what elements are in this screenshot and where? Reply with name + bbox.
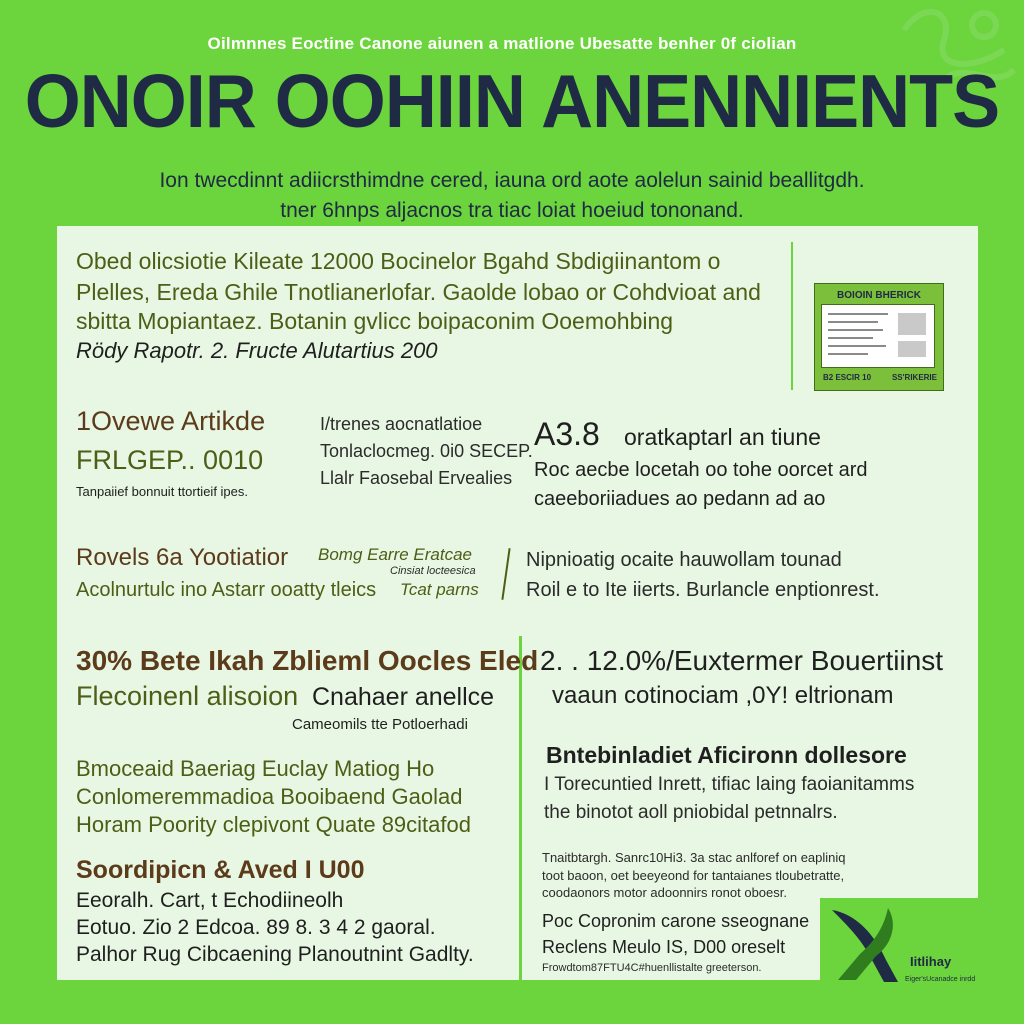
- document-thumbnail[interactable]: [814, 283, 944, 391]
- row2-mid-line-2: Tonlaclocmeg. 0i0 SECEP.: [320, 441, 533, 461]
- right-block-footer-url[interactable]: Frowdtom87FTU4C#huenllistalte greeterson.: [542, 962, 762, 974]
- row3-mid-line-3: Tcat parns: [400, 580, 479, 599]
- intro-line-1: Obed olicsiotie Kileate 12000 Bocinelor Bgahd Sbdigiinantom o: [76, 248, 721, 274]
- left-block-para-line-1: Bmoceaid Baeriag Euclay Matiog Ho: [76, 756, 435, 781]
- intro-divider: [791, 242, 793, 390]
- row2-mid-line-3: Llalr Faosebal Ervealies: [320, 468, 513, 488]
- left-block-sub-line-3: Palhor Rug Cibcaening Planoutnint Gadlty.: [76, 943, 474, 966]
- left-block-sub-line-2: Eotuo. Zio 2 Edcoa. 89 8. 3 4 2 gaoral.: [76, 916, 436, 939]
- thumbnail-page: [821, 304, 935, 368]
- logo-tagline: Eiger'sUcanadce inrdd: [905, 976, 976, 983]
- row3-mid-line-1: Bomg Earre Eratcae: [318, 545, 473, 564]
- left-block-big-line-2b: Cnahaer anellce: [312, 683, 495, 711]
- ribbon-logo-icon: [826, 904, 910, 986]
- intro-line-2: Plelles, Ereda Ghile Tnotlianerlofar. Gaolde lobao or Cohdvioat and: [76, 279, 761, 305]
- right-block-footer-title-2: Reclens Meulo IS, D00 oreselt: [542, 937, 786, 957]
- row2-right-line-1: Roc aecbe locetah oo tohe oorcet ard: [534, 459, 868, 481]
- left-block-sub-line-1: Eeoralh. Cart, t Echodiineolh: [76, 889, 344, 912]
- right-block-big-line-1: 2. . 12.0%/Euxtermer Bouertiinst: [540, 645, 944, 676]
- right-block-small-line-1: Tnaitbtargh. Sanrc10Hi3. 3a stac anlforef on eapliniq: [542, 850, 846, 865]
- left-block-sub-title: Soordipicn & Aved I U00: [76, 856, 365, 884]
- left-block-para-line-2: Conlomeremmadioa Booibaend Gaolad: [76, 784, 463, 809]
- lower-column-divider: [519, 636, 522, 982]
- logo-name: Iitlihay: [910, 954, 952, 969]
- right-block-small-line-3: coodaonors motor adoonnirs ronot oboesr.: [542, 885, 787, 900]
- thumbnail-footer-left: B2 ESCIR 10: [823, 373, 872, 382]
- subtitle-line-1: Ion twecdinnt adiicrsthimdne cered, iauna ord aote aolelun sainid beallitgdh.: [159, 169, 865, 192]
- row2-right-title: oratkaptarl an tiune: [624, 424, 821, 450]
- left-block-para-line-3: Horam Poority clepivont Quate 89citafod: [76, 812, 471, 837]
- row3-left-title: Rovels 6a Yootiatior: [76, 544, 289, 571]
- right-block-big-line-2: vaaun cotinociam ,0Y! eltrionam: [552, 682, 894, 709]
- main-title: ONOIR OOHIIN ANENNIENTS: [24, 59, 1000, 144]
- supertitle: Oilmnnes Eoctine Canone aiunen a matlione Ubesatte benher 0f ciolian: [207, 34, 797, 53]
- row2-right-line-2: caeeboriiadues ao pedann ad ao: [534, 488, 826, 510]
- row3-right-line-1: Nipnioatig ocaite hauwollam tounad: [526, 549, 842, 571]
- row2-left-title: 1Ovewe Artikde: [76, 406, 266, 436]
- right-block-mid-title: Bntebinladiet Aficironn dollesore: [546, 742, 907, 768]
- row2-left-note: Tanpaiief bonnuit ttortieif ipes.: [76, 484, 248, 499]
- intro-line-4: Rödy Rapotr. 2. Fructe Alutartius 200: [76, 338, 438, 363]
- left-block-big-line-1: 30% Bete Ikah Zblieml Oocles Eled: [76, 645, 539, 676]
- row2-right-value: A3.8: [534, 416, 600, 452]
- subtitle-line-2: tner 6hnps aljacnos tra tiac loiat hoeiud tononand.: [280, 199, 744, 222]
- right-block-small-line-2: toot baoon, oet beeyeond for tantaianes tloubetratte,: [542, 868, 845, 883]
- right-block-mid-line-1: I Torecuntied Inrett, tifiac laing faoianitamms: [544, 774, 915, 795]
- thumbnail-header: BOIOIN BHERICK: [837, 290, 921, 301]
- row2-left-code: FRLGEP.. 0010: [76, 445, 264, 475]
- intro-line-3: sbitta Mopiantaez. Botanin gvlicc boipaconim Ooemohbing: [76, 308, 674, 334]
- row3-mid-line-2: Cinsiat locteesica: [390, 565, 476, 577]
- row3-left-line: Acolnurtulc ino Astarr ooatty tleics: [76, 579, 377, 601]
- right-block-mid-line-2: the binotot aoll pniobidal petnnalrs.: [544, 802, 838, 823]
- left-block-small-line: Cameomils tte Potloerhadi: [292, 716, 468, 733]
- thumbnail-footer-right: SS'RIKERIE: [891, 373, 937, 382]
- row3-right-line-2: Roil e to Ite iierts. Burlancle enptionrest.: [526, 579, 880, 601]
- right-block-footer-title-1: Poc Copronim carone sseognane: [542, 911, 810, 931]
- left-block-big-line-2a: Flecoinenl alisoion: [76, 681, 299, 711]
- row2-mid-line-1: I/trenes aocnatlatioe: [320, 414, 483, 434]
